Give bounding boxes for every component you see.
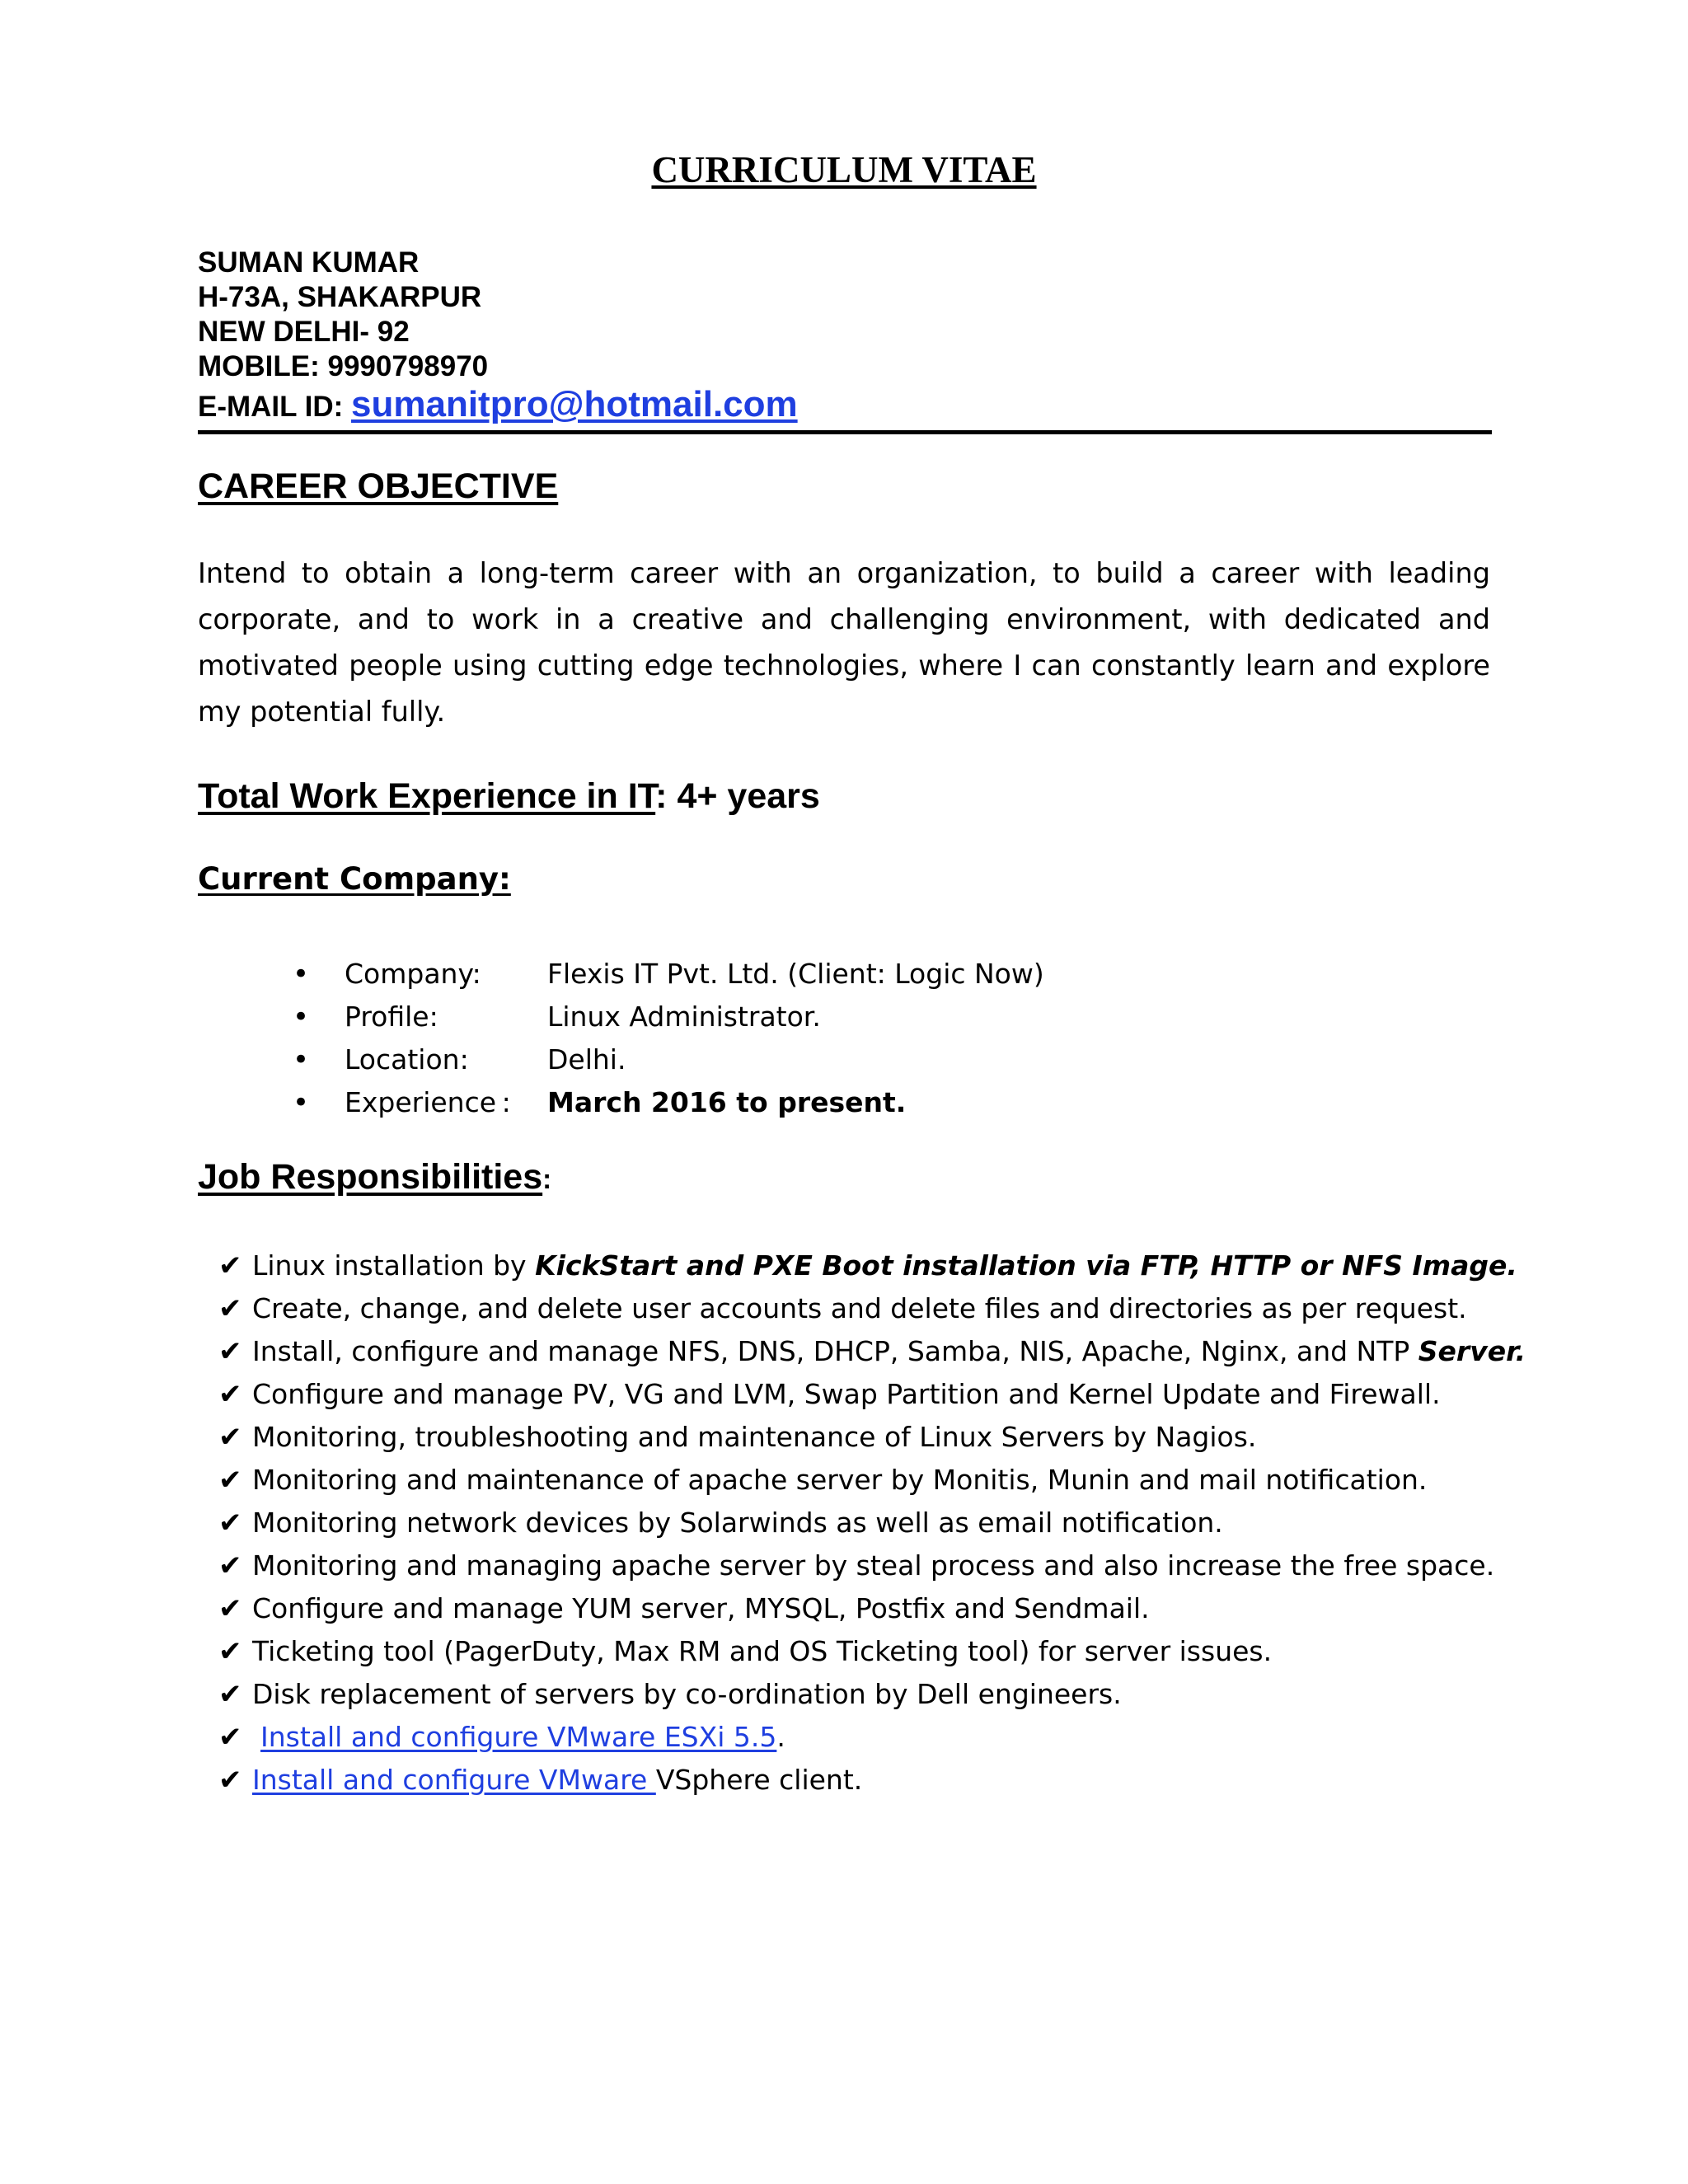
list-item [198, 1635, 1599, 1678]
company-label: Company: [345, 958, 481, 990]
work-experience-label: Total Work Experience in IT [198, 776, 656, 816]
list-item [198, 1592, 1599, 1635]
contact-address-line1: H-73A, SHAKARPUR [198, 281, 482, 313]
career-objective-heading: CAREER OBJECTIVE [198, 466, 559, 506]
checkmark-icon: ✔ [218, 1678, 242, 1711]
checkmark-icon: ✔ [218, 1721, 242, 1754]
checkmark-icon: ✔ [218, 1635, 242, 1668]
location-value: Delhi. [547, 1043, 626, 1076]
career-objective-text: Intend to obtain a long-term career with an organization, to build a career with leading corporate, and to work in a creative and challenging environment, with dedicated and motivated people using cutting edge technologies, where I can constantly learn and explore my potential fully. [198, 557, 1490, 728]
item-text [252, 1335, 1526, 1367]
job-responsibilities-colon: : [542, 1164, 552, 1194]
list-item [198, 1678, 1599, 1721]
list-item [198, 1292, 1599, 1335]
job-responsibilities-label: Job Responsibilities [198, 1157, 543, 1197]
item-text: Monitoring, troubleshooting and maintenance of Linux Servers by Nagios. [252, 1421, 1257, 1453]
item-text-emphasis: Server. [1418, 1335, 1526, 1367]
checkmark-icon: ✔ [218, 1549, 242, 1582]
item-text: Ticketing tool (PagerDuty, Max RM and OS Ticketing tool) for server issues. [252, 1635, 1273, 1667]
work-experience-value: : 4+ years [655, 776, 820, 816]
item-text [252, 1764, 862, 1796]
email-link[interactable]: sumanitpro@hotmail.com [351, 384, 798, 424]
checkmark-icon: ✔ [218, 1292, 242, 1325]
company-row [198, 958, 1434, 1001]
profile-value: Linux Administrator. [547, 1001, 821, 1033]
item-text-plain: VSphere client. [655, 1764, 863, 1796]
experience-label: Experience : [345, 1086, 511, 1118]
document-title [0, 147, 1688, 193]
contact-block [198, 246, 1492, 428]
list-item [198, 1764, 1599, 1807]
bullet-icon: • [293, 1086, 310, 1119]
item-text: Configure and manage PV, VG and LVM, Swap Partition and Kernel Update and Firewall. [252, 1378, 1441, 1410]
list-item [198, 1549, 1599, 1592]
item-text: Monitoring and managing apache server by steal process and also increase the free space. [252, 1549, 1495, 1582]
list-item [198, 1507, 1599, 1549]
contact-address-line2: NEW DELHI- 92 [198, 316, 410, 348]
item-text: Monitoring and maintenance of apache server by Monitis, Munin and mail notification. [252, 1464, 1428, 1496]
bullet-icon: • [293, 1043, 310, 1076]
profile-label: Profile: [345, 1001, 438, 1033]
list-item [198, 1464, 1599, 1507]
checkmark-icon: ✔ [218, 1592, 242, 1625]
experience-value: March 2016 to present. [547, 1086, 907, 1118]
list-item [198, 1378, 1599, 1421]
contact-name: SUMAN KUMAR [198, 246, 420, 279]
current-company-list [198, 958, 1434, 1129]
company-value: Flexis IT Pvt. Ltd. (Client: Logic Now) [547, 958, 1044, 990]
bullet-icon: • [293, 1001, 310, 1033]
item-text-plain: . [776, 1721, 785, 1753]
item-text [252, 1721, 785, 1753]
vmware-vsphere-link[interactable]: Install and configure VMware [252, 1764, 656, 1796]
contact-mobile: MOBILE: 9990798970 [198, 350, 489, 382]
checkmark-icon: ✔ [218, 1249, 242, 1282]
checkmark-icon: ✔ [218, 1335, 242, 1368]
bullet-icon: • [293, 958, 310, 991]
contact-email-line [198, 384, 1492, 428]
item-text-plain: Linux installation by [252, 1249, 536, 1282]
work-experience-heading [198, 775, 820, 818]
checkmark-icon: ✔ [218, 1507, 242, 1540]
checkmark-icon: ✔ [218, 1464, 242, 1497]
checkmark-icon: ✔ [218, 1378, 242, 1411]
profile-row [198, 1001, 1434, 1043]
experience-row [198, 1086, 1434, 1129]
item-text: Create, change, and delete user accounts and delete files and directories as per request. [252, 1292, 1467, 1324]
list-item [198, 1421, 1599, 1464]
item-text-emphasis: KickStart and PXE Boot installation via FTP, HTTP or NFS Image. [535, 1249, 1517, 1282]
location-label: Location: [345, 1043, 469, 1076]
item-text-plain: Install, configure and manage NFS, DNS, DHCP, Samba, NIS, Apache, Nginx, and NTP [252, 1335, 1418, 1367]
item-text [252, 1249, 1517, 1282]
checkmark-icon: ✔ [218, 1421, 242, 1454]
item-text: Configure and manage YUM server, MYSQL, Postfix and Sendmail. [252, 1592, 1150, 1624]
document-title-text: CURRICULUM VITAE [651, 149, 1037, 190]
list-item [198, 1721, 1599, 1764]
item-text: Disk replacement of servers by co-ordination by Dell engineers. [252, 1678, 1122, 1710]
current-company-heading: Current Company: [198, 861, 511, 897]
checkmark-icon: ✔ [218, 1764, 242, 1797]
job-responsibilities-heading [198, 1155, 551, 1201]
email-label: E-MAIL ID: [198, 391, 352, 423]
vmware-esxi-link[interactable]: Install and configure VMware ESXi 5.5 [260, 1721, 777, 1753]
header-divider [198, 430, 1492, 434]
responsibilities-list [198, 1249, 1599, 1807]
list-item [198, 1249, 1599, 1292]
list-item [198, 1335, 1599, 1378]
item-text: Monitoring network devices by Solarwinds as well as email notification. [252, 1507, 1223, 1539]
location-row [198, 1043, 1434, 1086]
